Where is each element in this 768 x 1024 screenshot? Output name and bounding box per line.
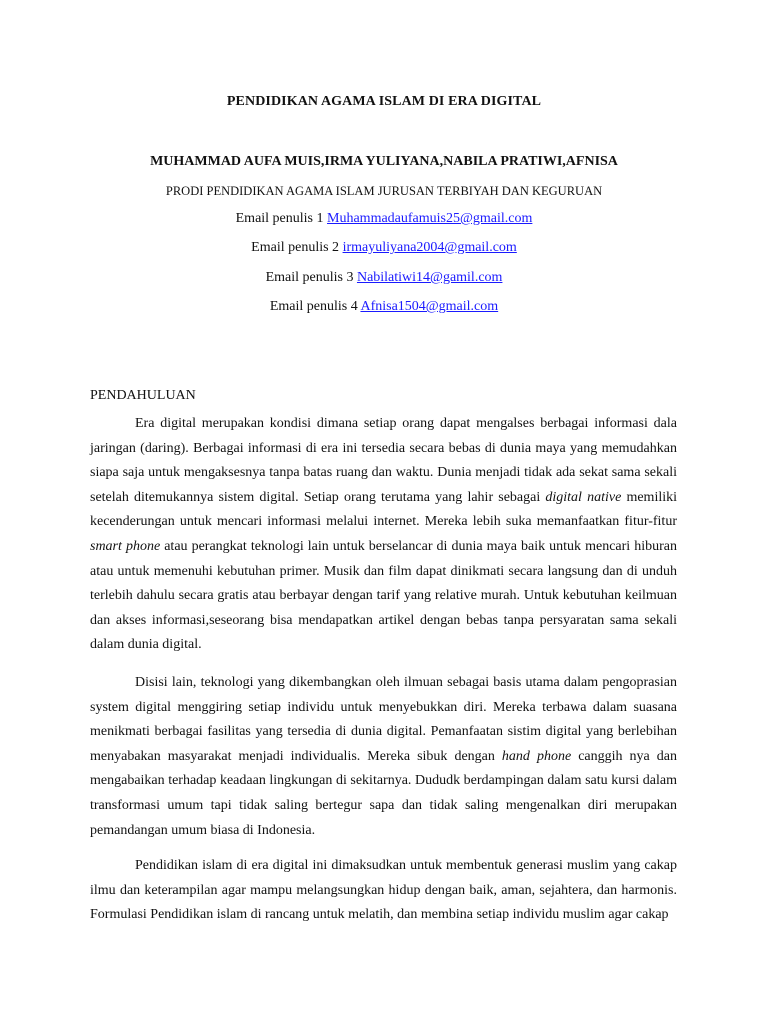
email-link[interactable]: Muhammadaufamuis25@gmail.com: [327, 211, 533, 226]
text-run: atau perangkat teknologi lain untuk berselancar di dunia maya baik untuk mencari hiburan atau untuk memenuhi kebutuhan primer. Musik dan film dapat dinikmati secara langsung dan di unduh terlebih dahulu secara gratis atau berbayar dengan tarif yang relative murah. Untuk kebutuhan keilmuan dan akses informasi,seseorang bisa mendapatkan artikel dengan bebas tanpa persyaratan sama sekali dalam dunia digital.: [90, 538, 677, 653]
author-list: MUHAMMAD AUFA MUIS,IRMA YULIYANA,NABILA PRATIWI,AFNISA: [150, 154, 618, 169]
email-label: Email penulis 3: [265, 270, 354, 285]
text-run: memiliki kecenderungan untuk mencari informasi melalui internet. Mereka lebih suka memanfaatkan fitur-fitur: [90, 489, 678, 530]
text-run-italic: smart phone: [90, 538, 161, 554]
section-heading: PENDAHULUAN: [90, 388, 196, 403]
text-run: canggih nya dan mengabaikan terhadap keadaan lingkungan di sekitarnya. Dududk berdampingan dalam satu kursi dalam transformasi umum tapi tidak saling bertegur sapa dan tidak saling mengenalkan diri merupakan pemandangan umum biasa di Indonesia.: [90, 748, 678, 838]
text-run: Era digital merupakan kondisi dimana setiap orang dapat mengalses berbagai informasi dala jaringan (daring). Berbagai informasi di era ini tersedia secara bebas di dunia maya yang memudahkan siapa saja untuk mengaksesnya tanpa batas ruang dan waktu. Dunia menjadi tidak ada sekat sama sekali setelah ditemukannya sistem digital. Setiap orang terutama yang lahir sebagai: [90, 416, 677, 505]
email-line-2: [0, 240, 768, 256]
body-paragraph-2: [90, 671, 677, 843]
email-link[interactable]: Afnisa1504@gmail.com: [360, 299, 499, 314]
text-run: Pendidikan islam di era digital ini dimaksudkan untuk membentuk generasi muslim yang cakap ilmu dan keterampilan agar mampu melangsungkan hidup dengan baik, aman, sejahtera, dan harmonis. Formulasi Pendidikan islam di rancang untuk melatih, dan membina setiap individu muslim agar cakap: [90, 858, 677, 923]
body-paragraph-1: [90, 412, 677, 658]
email-link[interactable]: Nabilatiwi14@gamil.com: [356, 270, 503, 285]
email-label: Email penulis 2: [251, 240, 340, 255]
text-run-italic: digital native: [545, 489, 622, 505]
email-link[interactable]: irmayuliyana2004@gmail.com: [342, 240, 517, 255]
text-run-italic: hand phone: [501, 748, 572, 764]
paper-title: PENDIDIKAN AGAMA ISLAM DI ERA DIGITAL: [226, 94, 542, 109]
email-line-3: [0, 270, 768, 286]
affiliation: PRODI PENDIDIKAN AGAMA ISLAM JURUSAN TERBIYAH DAN KEGURUAN: [165, 184, 603, 198]
email-label: Email penulis 1: [235, 211, 324, 226]
email-line-4: [0, 299, 768, 315]
email-line-1: [0, 211, 768, 227]
email-label: Email penulis 4: [269, 299, 358, 314]
text-run: Disisi lain, teknologi yang dikembangkan oleh ilmuan sebagai basis utama dalam pengoprasian system digital menggiring setiap individu untuk menyebukkan diri. Mereka terbawa dalam suasana menikmati berbagai fasilitas yang tersedia di dunia digital. Pemanfaatan sistim digital yang berlebihan menyabakan masyarakat menjadi individualis. Mereka sibuk dengan: [90, 675, 677, 764]
body-paragraph-3: [90, 854, 677, 928]
